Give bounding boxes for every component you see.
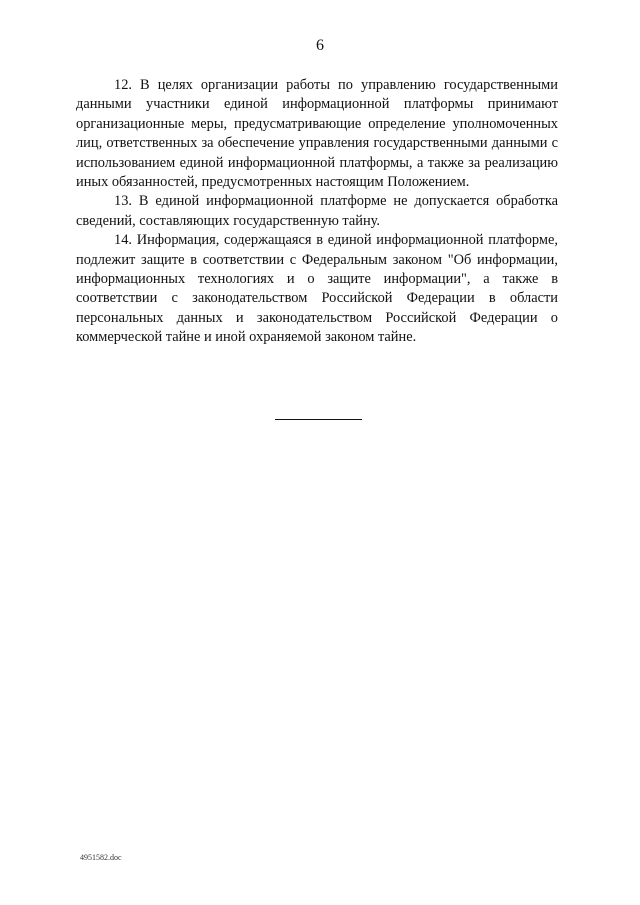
- page-number: 6: [316, 37, 324, 54]
- paragraph-12: 12. В целях организации работы по управлению государственными данными участники единой информационной платформы принимают организационные меры, предусматривающие определение уполномоченных лиц, ответственных за обеспечение управления государственными данными с использованием единой информационной платформы, а также за реализацию иных обязанностей, предусмотренных настоящим Положением.: [76, 77, 558, 191]
- end-separator-line: [275, 419, 362, 420]
- paragraph-13: 13. В единой информационной платформе не допускается обработка сведений, составляющих государственную тайну.: [76, 193, 558, 229]
- paragraph-14: 14. Информация, содержащаяся в единой информационной платформе, подлежит защите в соответствии с Федеральным законом "Об информации, информационных технологиях и о защите информации", а также в соответствии с законодательством Российской Федерации в области персональных данных и законодательством Российской Федерации о коммерческой тайне и иной охраняемой законом тайне.: [76, 232, 558, 346]
- document-file-id: 4951582.doc: [80, 853, 122, 862]
- document-body: [76, 76, 558, 348]
